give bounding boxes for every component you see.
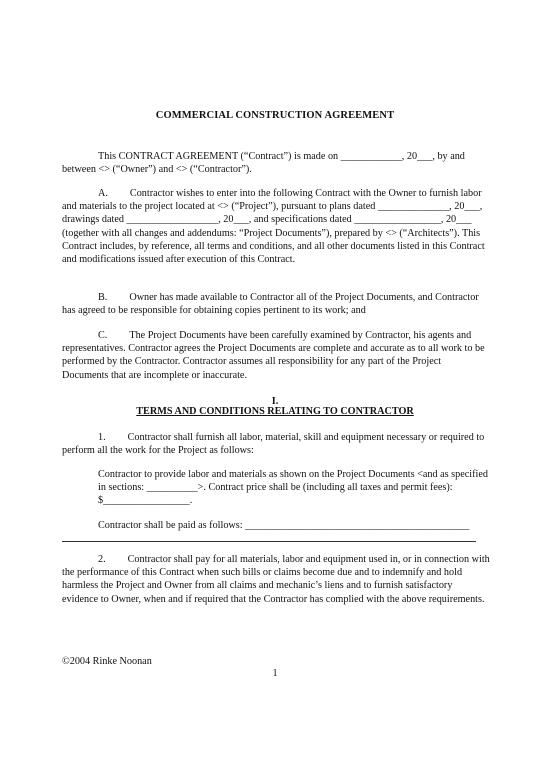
recital-b-text: Owner has made available to Contractor all of the Project Documents, and Contractor has agreed to be responsible for obtaining copies pertinent to its work; and [62,292,479,317]
clause-2-text: Contractor shall pay for all materials, labor and equipment used in, or in connection with the performance of this Contract when such bills or claims become due and to indemnify and hold harmless the Project and Owner from all claims and mechanic’s liens and to furnish satisfactory evidence to Owner, when and if required that the Contractor has complied with the above requirements. [62,554,490,605]
document-title: COMMERCIAL CONSTRUCTION AGREEMENT [155,110,395,121]
recital-c-text: The Project Documents have been carefully examined by Contractor, his agents and representatives. Contractor agrees the Project Documents are complete and accurate as to all work to be performed by the Contractor. Contractor assumes all responsibility for any part of the Project Documents that are incomplete or inaccurate. [62,330,485,381]
recital-a-label: A. [98,188,108,199]
recital-b-label: B. [98,292,108,303]
clause-2-label: 2. [98,554,106,565]
clause-2 [62,553,490,606]
recital-c-label: C. [98,330,108,341]
copyright-footer: ©2004 Rinke Noonan [62,656,152,667]
section-title: TERMS AND CONDITIONS RELATING TO CONTRACTOR [136,406,414,417]
clause-1-payment: Contractor shall be paid as follows: ____________________________________________ [98,520,470,531]
recital-a [62,187,490,266]
recital-c [62,329,490,382]
page-number: 1 [272,668,278,679]
section-number: I. [271,396,279,407]
recital-a-text: Contractor wishes to enter into the following Contract with the Owner to furnish labor and materials to the project located at <> (“Project”), pursuant to plans dated ______________, 20___, drawings dated __________________, 20___, and specifications dated _________________, 20___ (together with all changes and addendums: “Project Documents”), prepared by <> (“Architects”). This Contract includes, by reference, all terms and conditions, and all other documents listed in this Contract and modifications issued after execution of this Contract. [62,188,485,266]
clause-1-scope: Contractor to provide labor and materials as shown on the Project Documents <and as specified in sections: __________>. Contract price shall be (including all taxes and permit fees): $_________________. [98,469,488,507]
clause-1 [62,431,490,457]
intro-text: This CONTRACT AGREEMENT (“Contract”) is made on ____________, 20___, by and between <> (“Owner”) and <> (“Contractor”). [62,151,465,176]
clause-1-label: 1. [98,432,106,443]
intro-paragraph [62,150,490,176]
recital-b [62,291,490,317]
blank-line [62,541,476,542]
clause-1-text: Contractor shall furnish all labor, material, skill and equipment necessary or required to perform all the work for the Project as follows: [62,432,485,457]
